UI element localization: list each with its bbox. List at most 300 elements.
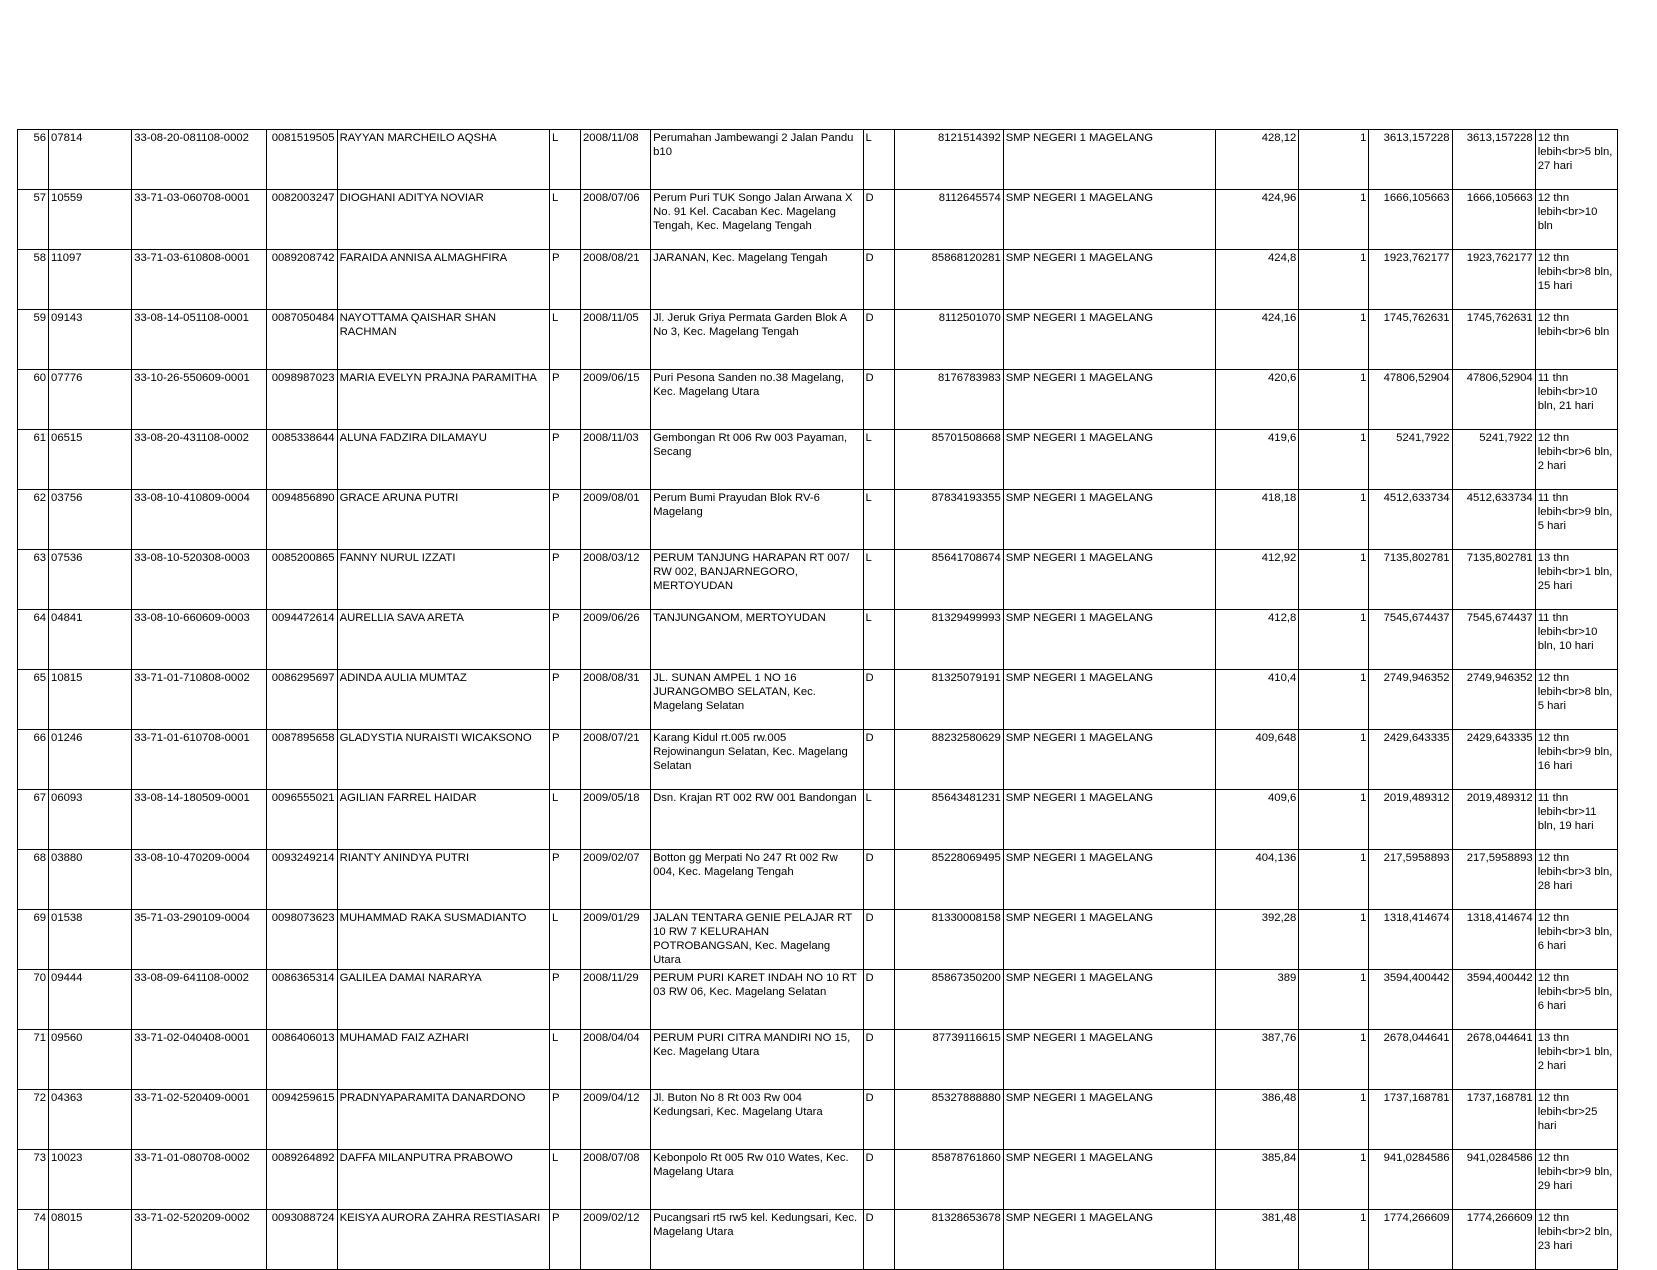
domicile-cell: D bbox=[863, 250, 894, 310]
nisn-cell: 0094472614 bbox=[267, 610, 337, 670]
domicile-cell: D bbox=[863, 910, 894, 970]
data-sheet bbox=[17, 129, 1618, 1270]
student-table bbox=[17, 129, 1618, 1270]
distance-cell: 424,8 bbox=[1216, 250, 1299, 310]
table-row bbox=[18, 190, 1618, 250]
school-cell: SMP NEGERI 1 MAGELANG bbox=[1003, 1210, 1215, 1270]
address-cell: Pucangsari rt5 rw5 kel. Kedungsari, Kec. Magelang Utara bbox=[651, 1210, 863, 1270]
nis-cell: 07814 bbox=[49, 130, 132, 190]
school-cell: SMP NEGERI 1 MAGELANG bbox=[1003, 850, 1215, 910]
gender-cell: P bbox=[549, 370, 580, 430]
priority-cell: 1 bbox=[1299, 790, 1369, 850]
name-cell: RAYYAN MARCHEILO AQSHA bbox=[337, 130, 549, 190]
value1-cell: 1737,168781 bbox=[1369, 1090, 1452, 1150]
value2-cell: 7545,674437 bbox=[1452, 610, 1535, 670]
phone-cell: 8112645574 bbox=[894, 190, 1003, 250]
address-cell: Botton gg Merpati No 247 Rt 002 Rw 004, Kec. Magelang Tengah bbox=[651, 850, 863, 910]
school-cell: SMP NEGERI 1 MAGELANG bbox=[1003, 1150, 1215, 1210]
address-cell: PERUM TANJUNG HARAPAN RT 007/ RW 002, BANJARNEGORO, MERTOYUDAN bbox=[651, 550, 863, 610]
nisn-cell: 0085200865 bbox=[267, 550, 337, 610]
phone-cell: 85867350200 bbox=[894, 970, 1003, 1030]
value1-cell: 941,0284586 bbox=[1369, 1150, 1452, 1210]
nik-cell: 33-71-01-080708-0002 bbox=[132, 1150, 267, 1210]
birthdate-cell: 2009/01/29 bbox=[581, 910, 651, 970]
nisn-cell: 0096555021 bbox=[267, 790, 337, 850]
nis-cell: 10559 bbox=[49, 190, 132, 250]
gender-cell: L bbox=[549, 130, 580, 190]
phone-cell: 87834193355 bbox=[894, 490, 1003, 550]
age-cell: 11 thn lebih<br>11 bln, 19 hari bbox=[1535, 790, 1617, 850]
nisn-cell: 0086295697 bbox=[267, 670, 337, 730]
phone-cell: 8176783983 bbox=[894, 370, 1003, 430]
address-cell: TANJUNGANOM, MERTOYUDAN bbox=[651, 610, 863, 670]
distance-cell: 424,96 bbox=[1216, 190, 1299, 250]
value1-cell: 2429,643335 bbox=[1369, 730, 1452, 790]
name-cell: NAYOTTAMA QAISHAR SHAN RACHMAN bbox=[337, 310, 549, 370]
table-row bbox=[18, 310, 1618, 370]
school-cell: SMP NEGERI 1 MAGELANG bbox=[1003, 370, 1215, 430]
phone-cell: 81328653678 bbox=[894, 1210, 1003, 1270]
address-cell: Jl. Buton No 8 Rt 003 Rw 004 Kedungsari, Kec. Magelang Utara bbox=[651, 1090, 863, 1150]
school-cell: SMP NEGERI 1 MAGELANG bbox=[1003, 130, 1215, 190]
name-cell: DAFFA MILANPUTRA PRABOWO bbox=[337, 1150, 549, 1210]
row-number: 70 bbox=[18, 970, 49, 1030]
phone-cell: 81325079191 bbox=[894, 670, 1003, 730]
row-number: 62 bbox=[18, 490, 49, 550]
birthdate-cell: 2009/08/01 bbox=[581, 490, 651, 550]
value2-cell: 1666,105663 bbox=[1452, 190, 1535, 250]
age-cell: 12 thn lebih<br>10 bln bbox=[1535, 190, 1617, 250]
row-number: 64 bbox=[18, 610, 49, 670]
phone-cell: 85641708674 bbox=[894, 550, 1003, 610]
value2-cell: 2019,489312 bbox=[1452, 790, 1535, 850]
table-row bbox=[18, 550, 1618, 610]
nis-cell: 04363 bbox=[49, 1090, 132, 1150]
age-cell: 11 thn lebih<br>9 bln, 5 hari bbox=[1535, 490, 1617, 550]
birthdate-cell: 2008/03/12 bbox=[581, 550, 651, 610]
distance-cell: 409,6 bbox=[1216, 790, 1299, 850]
distance-cell: 386,48 bbox=[1216, 1090, 1299, 1150]
table-row bbox=[18, 850, 1618, 910]
value1-cell: 3613,157228 bbox=[1369, 130, 1452, 190]
value1-cell: 3594,400442 bbox=[1369, 970, 1452, 1030]
age-cell: 12 thn lebih<br>9 bln, 29 hari bbox=[1535, 1150, 1617, 1210]
school-cell: SMP NEGERI 1 MAGELANG bbox=[1003, 1030, 1215, 1090]
value1-cell: 217,5958893 bbox=[1369, 850, 1452, 910]
value1-cell: 4512,633734 bbox=[1369, 490, 1452, 550]
school-cell: SMP NEGERI 1 MAGELANG bbox=[1003, 670, 1215, 730]
distance-cell: 410,4 bbox=[1216, 670, 1299, 730]
address-cell: Perum Puri TUK Songo Jalan Arwana X No. 91 Kel. Cacaban Kec. Magelang Tengah, Kec. Magelang Tengah bbox=[651, 190, 863, 250]
distance-cell: 418,18 bbox=[1216, 490, 1299, 550]
school-cell: SMP NEGERI 1 MAGELANG bbox=[1003, 1090, 1215, 1150]
domicile-cell: D bbox=[863, 850, 894, 910]
birthdate-cell: 2008/04/04 bbox=[581, 1030, 651, 1090]
priority-cell: 1 bbox=[1299, 250, 1369, 310]
nisn-cell: 0085338644 bbox=[267, 430, 337, 490]
gender-cell: P bbox=[549, 730, 580, 790]
domicile-cell: L bbox=[863, 610, 894, 670]
priority-cell: 1 bbox=[1299, 190, 1369, 250]
age-cell: 11 thn lebih<br>10 bln, 21 hari bbox=[1535, 370, 1617, 430]
distance-cell: 419,6 bbox=[1216, 430, 1299, 490]
value2-cell: 1774,266609 bbox=[1452, 1210, 1535, 1270]
name-cell: FARAIDA ANNISA ALMAGHFIRA bbox=[337, 250, 549, 310]
name-cell: RIANTY ANINDYA PUTRI bbox=[337, 850, 549, 910]
school-cell: SMP NEGERI 1 MAGELANG bbox=[1003, 490, 1215, 550]
nis-cell: 08015 bbox=[49, 1210, 132, 1270]
table-row bbox=[18, 970, 1618, 1030]
gender-cell: P bbox=[549, 1090, 580, 1150]
table-row bbox=[18, 910, 1618, 970]
birthdate-cell: 2008/08/31 bbox=[581, 670, 651, 730]
age-cell: 12 thn lebih<br>6 bln bbox=[1535, 310, 1617, 370]
nis-cell: 06515 bbox=[49, 430, 132, 490]
value2-cell: 1923,762177 bbox=[1452, 250, 1535, 310]
table-row bbox=[18, 1090, 1618, 1150]
table-row bbox=[18, 250, 1618, 310]
row-number: 67 bbox=[18, 790, 49, 850]
birthdate-cell: 2009/06/26 bbox=[581, 610, 651, 670]
phone-cell: 85868120281 bbox=[894, 250, 1003, 310]
distance-cell: 404,136 bbox=[1216, 850, 1299, 910]
birthdate-cell: 2008/11/29 bbox=[581, 970, 651, 1030]
phone-cell: 85327888880 bbox=[894, 1090, 1003, 1150]
age-cell: 12 thn lebih<br>8 bln, 5 hari bbox=[1535, 670, 1617, 730]
value2-cell: 1745,762631 bbox=[1452, 310, 1535, 370]
value2-cell: 2429,643335 bbox=[1452, 730, 1535, 790]
nik-cell: 33-08-14-051108-0001 bbox=[132, 310, 267, 370]
age-cell: 11 thn lebih<br>10 bln, 10 hari bbox=[1535, 610, 1617, 670]
gender-cell: L bbox=[549, 1030, 580, 1090]
name-cell: ADINDA AULIA MUMTAZ bbox=[337, 670, 549, 730]
birthdate-cell: 2008/11/03 bbox=[581, 430, 651, 490]
age-cell: 12 thn lebih<br>8 bln, 15 hari bbox=[1535, 250, 1617, 310]
priority-cell: 1 bbox=[1299, 550, 1369, 610]
birthdate-cell: 2009/05/18 bbox=[581, 790, 651, 850]
nik-cell: 33-71-03-610808-0001 bbox=[132, 250, 267, 310]
age-cell: 12 thn lebih<br>5 bln, 27 hari bbox=[1535, 130, 1617, 190]
row-number: 73 bbox=[18, 1150, 49, 1210]
name-cell: ALUNA FADZIRA DILAMAYU bbox=[337, 430, 549, 490]
value1-cell: 1666,105663 bbox=[1369, 190, 1452, 250]
name-cell: KEISYA AURORA ZAHRA RESTIASARI bbox=[337, 1210, 549, 1270]
distance-cell: 412,92 bbox=[1216, 550, 1299, 610]
nik-cell: 33-71-03-060708-0001 bbox=[132, 190, 267, 250]
row-number: 61 bbox=[18, 430, 49, 490]
distance-cell: 412,8 bbox=[1216, 610, 1299, 670]
phone-cell: 85228069495 bbox=[894, 850, 1003, 910]
name-cell: MUHAMAD FAIZ AZHARI bbox=[337, 1030, 549, 1090]
priority-cell: 1 bbox=[1299, 370, 1369, 430]
nik-cell: 33-08-10-520308-0003 bbox=[132, 550, 267, 610]
school-cell: SMP NEGERI 1 MAGELANG bbox=[1003, 190, 1215, 250]
distance-cell: 424,16 bbox=[1216, 310, 1299, 370]
value1-cell: 2678,044641 bbox=[1369, 1030, 1452, 1090]
domicile-cell: D bbox=[863, 730, 894, 790]
distance-cell: 389 bbox=[1216, 970, 1299, 1030]
row-number: 58 bbox=[18, 250, 49, 310]
name-cell: GLADYSTIA NURAISTI WICAKSONO bbox=[337, 730, 549, 790]
nisn-cell: 0098073623 bbox=[267, 910, 337, 970]
priority-cell: 1 bbox=[1299, 1090, 1369, 1150]
table-row bbox=[18, 130, 1618, 190]
priority-cell: 1 bbox=[1299, 1030, 1369, 1090]
age-cell: 12 thn lebih<br>3 bln, 6 hari bbox=[1535, 910, 1617, 970]
value2-cell: 3594,400442 bbox=[1452, 970, 1535, 1030]
domicile-cell: L bbox=[863, 550, 894, 610]
priority-cell: 1 bbox=[1299, 850, 1369, 910]
address-cell: Puri Pesona Sanden no.38 Magelang, Kec. Magelang Utara bbox=[651, 370, 863, 430]
school-cell: SMP NEGERI 1 MAGELANG bbox=[1003, 250, 1215, 310]
priority-cell: 1 bbox=[1299, 490, 1369, 550]
name-cell: DIOGHANI ADITYA NOVIAR bbox=[337, 190, 549, 250]
phone-cell: 85643481231 bbox=[894, 790, 1003, 850]
address-cell: PERUM PURI KARET INDAH NO 10 RT 03 RW 06, Kec. Magelang Selatan bbox=[651, 970, 863, 1030]
nis-cell: 09444 bbox=[49, 970, 132, 1030]
birthdate-cell: 2009/02/07 bbox=[581, 850, 651, 910]
nik-cell: 35-71-03-290109-0004 bbox=[132, 910, 267, 970]
distance-cell: 409,648 bbox=[1216, 730, 1299, 790]
row-number: 74 bbox=[18, 1210, 49, 1270]
nik-cell: 33-08-10-660609-0003 bbox=[132, 610, 267, 670]
row-number: 66 bbox=[18, 730, 49, 790]
school-cell: SMP NEGERI 1 MAGELANG bbox=[1003, 910, 1215, 970]
nis-cell: 06093 bbox=[49, 790, 132, 850]
row-number: 59 bbox=[18, 310, 49, 370]
value2-cell: 1318,414674 bbox=[1452, 910, 1535, 970]
birthdate-cell: 2008/07/21 bbox=[581, 730, 651, 790]
nisn-cell: 0086406013 bbox=[267, 1030, 337, 1090]
phone-cell: 87739116615 bbox=[894, 1030, 1003, 1090]
address-cell: Kebonpolo Rt 005 Rw 010 Wates, Kec. Magelang Utara bbox=[651, 1150, 863, 1210]
age-cell: 12 thn lebih<br>5 bln, 6 hari bbox=[1535, 970, 1617, 1030]
address-cell: Perumahan Jambewangi 2 Jalan Pandu b10 bbox=[651, 130, 863, 190]
distance-cell: 392,28 bbox=[1216, 910, 1299, 970]
row-number: 72 bbox=[18, 1090, 49, 1150]
table-row bbox=[18, 1030, 1618, 1090]
distance-cell: 381,48 bbox=[1216, 1210, 1299, 1270]
gender-cell: P bbox=[549, 610, 580, 670]
nisn-cell: 0087050484 bbox=[267, 310, 337, 370]
row-number: 69 bbox=[18, 910, 49, 970]
phone-cell: 81330008158 bbox=[894, 910, 1003, 970]
nis-cell: 04841 bbox=[49, 610, 132, 670]
nisn-cell: 0098987023 bbox=[267, 370, 337, 430]
name-cell: AGILIAN FARREL HAIDAR bbox=[337, 790, 549, 850]
nis-cell: 03880 bbox=[49, 850, 132, 910]
table-body bbox=[18, 130, 1618, 1270]
row-number: 56 bbox=[18, 130, 49, 190]
nis-cell: 07776 bbox=[49, 370, 132, 430]
name-cell: GRACE ARUNA PUTRI bbox=[337, 490, 549, 550]
row-number: 60 bbox=[18, 370, 49, 430]
domicile-cell: D bbox=[863, 370, 894, 430]
domicile-cell: D bbox=[863, 970, 894, 1030]
nik-cell: 33-08-10-470209-0004 bbox=[132, 850, 267, 910]
distance-cell: 387,76 bbox=[1216, 1030, 1299, 1090]
domicile-cell: D bbox=[863, 190, 894, 250]
nisn-cell: 0093249214 bbox=[267, 850, 337, 910]
gender-cell: P bbox=[549, 970, 580, 1030]
row-number: 65 bbox=[18, 670, 49, 730]
birthdate-cell: 2008/08/21 bbox=[581, 250, 651, 310]
distance-cell: 385,84 bbox=[1216, 1150, 1299, 1210]
age-cell: 12 thn lebih<br>9 bln, 16 hari bbox=[1535, 730, 1617, 790]
nis-cell: 10815 bbox=[49, 670, 132, 730]
value1-cell: 7135,802781 bbox=[1369, 550, 1452, 610]
nis-cell: 01246 bbox=[49, 730, 132, 790]
nisn-cell: 0093088724 bbox=[267, 1210, 337, 1270]
nisn-cell: 0094856890 bbox=[267, 490, 337, 550]
value2-cell: 941,0284586 bbox=[1452, 1150, 1535, 1210]
school-cell: SMP NEGERI 1 MAGELANG bbox=[1003, 790, 1215, 850]
gender-cell: L bbox=[549, 310, 580, 370]
priority-cell: 1 bbox=[1299, 910, 1369, 970]
priority-cell: 1 bbox=[1299, 1150, 1369, 1210]
phone-cell: 85701508668 bbox=[894, 430, 1003, 490]
name-cell: AURELLIA SAVA ARETA bbox=[337, 610, 549, 670]
row-number: 68 bbox=[18, 850, 49, 910]
nik-cell: 33-71-02-520209-0002 bbox=[132, 1210, 267, 1270]
nik-cell: 33-08-14-180509-0001 bbox=[132, 790, 267, 850]
address-cell: PERUM PURI CITRA MANDIRI NO 15, Kec. Magelang Utara bbox=[651, 1030, 863, 1090]
domicile-cell: L bbox=[863, 430, 894, 490]
address-cell: Jl. Jeruk Griya Permata Garden Blok A No 3, Kec. Magelang Tengah bbox=[651, 310, 863, 370]
value2-cell: 1737,168781 bbox=[1452, 1090, 1535, 1150]
nik-cell: 33-08-10-410809-0004 bbox=[132, 490, 267, 550]
value2-cell: 2678,044641 bbox=[1452, 1030, 1535, 1090]
value1-cell: 2019,489312 bbox=[1369, 790, 1452, 850]
birthdate-cell: 2009/04/12 bbox=[581, 1090, 651, 1150]
address-cell: JL. SUNAN AMPEL 1 NO 16 JURANGOMBO SELATAN, Kec. Magelang Selatan bbox=[651, 670, 863, 730]
nik-cell: 33-71-02-040408-0001 bbox=[132, 1030, 267, 1090]
gender-cell: L bbox=[549, 190, 580, 250]
table-row bbox=[18, 670, 1618, 730]
value2-cell: 7135,802781 bbox=[1452, 550, 1535, 610]
nis-cell: 11097 bbox=[49, 250, 132, 310]
phone-cell: 81329499993 bbox=[894, 610, 1003, 670]
school-cell: SMP NEGERI 1 MAGELANG bbox=[1003, 310, 1215, 370]
nisn-cell: 0086365314 bbox=[267, 970, 337, 1030]
birthdate-cell: 2008/11/05 bbox=[581, 310, 651, 370]
school-cell: SMP NEGERI 1 MAGELANG bbox=[1003, 610, 1215, 670]
age-cell: 13 thn lebih<br>1 bln, 2 hari bbox=[1535, 1030, 1617, 1090]
name-cell: GALILEA DAMAI NARARYA bbox=[337, 970, 549, 1030]
nis-cell: 09143 bbox=[49, 310, 132, 370]
phone-cell: 88232580629 bbox=[894, 730, 1003, 790]
school-cell: SMP NEGERI 1 MAGELANG bbox=[1003, 550, 1215, 610]
gender-cell: P bbox=[549, 430, 580, 490]
name-cell: MARIA EVELYN PRAJNA PARAMITHA bbox=[337, 370, 549, 430]
name-cell: MUHAMMAD RAKA SUSMADIANTO bbox=[337, 910, 549, 970]
value1-cell: 1318,414674 bbox=[1369, 910, 1452, 970]
priority-cell: 1 bbox=[1299, 670, 1369, 730]
nisn-cell: 0081519505 bbox=[267, 130, 337, 190]
age-cell: 13 thn lebih<br>1 bln, 25 hari bbox=[1535, 550, 1617, 610]
name-cell: FANNY NURUL IZZATI bbox=[337, 550, 549, 610]
nisn-cell: 0094259615 bbox=[267, 1090, 337, 1150]
nik-cell: 33-71-01-610708-0001 bbox=[132, 730, 267, 790]
value1-cell: 2749,946352 bbox=[1369, 670, 1452, 730]
domicile-cell: D bbox=[863, 1030, 894, 1090]
value1-cell: 47806,52904 bbox=[1369, 370, 1452, 430]
gender-cell: P bbox=[549, 250, 580, 310]
value2-cell: 2749,946352 bbox=[1452, 670, 1535, 730]
value1-cell: 5241,7922 bbox=[1369, 430, 1452, 490]
value2-cell: 3613,157228 bbox=[1452, 130, 1535, 190]
phone-cell: 85878761860 bbox=[894, 1150, 1003, 1210]
domicile-cell: D bbox=[863, 1090, 894, 1150]
address-cell: Dsn. Krajan RT 002 RW 001 Bandongan bbox=[651, 790, 863, 850]
value2-cell: 5241,7922 bbox=[1452, 430, 1535, 490]
table-row bbox=[18, 610, 1618, 670]
domicile-cell: D bbox=[863, 310, 894, 370]
table-row bbox=[18, 1150, 1618, 1210]
nik-cell: 33-08-20-431108-0002 bbox=[132, 430, 267, 490]
nisn-cell: 0089208742 bbox=[267, 250, 337, 310]
nis-cell: 07536 bbox=[49, 550, 132, 610]
domicile-cell: D bbox=[863, 1150, 894, 1210]
name-cell: PRADNYAPARAMITA DANARDONO bbox=[337, 1090, 549, 1150]
domicile-cell: L bbox=[863, 130, 894, 190]
school-cell: SMP NEGERI 1 MAGELANG bbox=[1003, 430, 1215, 490]
value1-cell: 1745,762631 bbox=[1369, 310, 1452, 370]
priority-cell: 1 bbox=[1299, 310, 1369, 370]
priority-cell: 1 bbox=[1299, 610, 1369, 670]
gender-cell: P bbox=[549, 490, 580, 550]
nik-cell: 33-10-26-550609-0001 bbox=[132, 370, 267, 430]
domicile-cell: L bbox=[863, 490, 894, 550]
age-cell: 12 thn lebih<br>3 bln, 28 hari bbox=[1535, 850, 1617, 910]
school-cell: SMP NEGERI 1 MAGELANG bbox=[1003, 730, 1215, 790]
birthdate-cell: 2009/02/12 bbox=[581, 1210, 651, 1270]
address-cell: Gembongan Rt 006 Rw 003 Payaman, Secang bbox=[651, 430, 863, 490]
nisn-cell: 0087895658 bbox=[267, 730, 337, 790]
priority-cell: 1 bbox=[1299, 1210, 1369, 1270]
gender-cell: P bbox=[549, 550, 580, 610]
birthdate-cell: 2009/06/15 bbox=[581, 370, 651, 430]
nis-cell: 03756 bbox=[49, 490, 132, 550]
domicile-cell: D bbox=[863, 670, 894, 730]
priority-cell: 1 bbox=[1299, 730, 1369, 790]
nis-cell: 09560 bbox=[49, 1030, 132, 1090]
value1-cell: 1774,266609 bbox=[1369, 1210, 1452, 1270]
address-cell: Karang Kidul rt.005 rw.005 Rejowinangun Selatan, Kec. Magelang Selatan bbox=[651, 730, 863, 790]
table-row bbox=[18, 370, 1618, 430]
phone-cell: 8112501070 bbox=[894, 310, 1003, 370]
birthdate-cell: 2008/07/08 bbox=[581, 1150, 651, 1210]
address-cell: JARANAN, Kec. Magelang Tengah bbox=[651, 250, 863, 310]
table-row bbox=[18, 430, 1618, 490]
birthdate-cell: 2008/11/08 bbox=[581, 130, 651, 190]
value1-cell: 1923,762177 bbox=[1369, 250, 1452, 310]
priority-cell: 1 bbox=[1299, 430, 1369, 490]
address-cell: JALAN TENTARA GENIE PELAJAR RT 10 RW 7 KELURAHAN POTROBANGSAN, Kec. Magelang Utara bbox=[651, 910, 863, 970]
nisn-cell: 0089264892 bbox=[267, 1150, 337, 1210]
nik-cell: 33-71-02-520409-0001 bbox=[132, 1090, 267, 1150]
phone-cell: 8121514392 bbox=[894, 130, 1003, 190]
value2-cell: 217,5958893 bbox=[1452, 850, 1535, 910]
row-number: 63 bbox=[18, 550, 49, 610]
gender-cell: L bbox=[549, 910, 580, 970]
row-number: 57 bbox=[18, 190, 49, 250]
value2-cell: 4512,633734 bbox=[1452, 490, 1535, 550]
gender-cell: P bbox=[549, 1210, 580, 1270]
row-number: 71 bbox=[18, 1030, 49, 1090]
domicile-cell: D bbox=[863, 1210, 894, 1270]
age-cell: 12 thn lebih<br>6 bln, 2 hari bbox=[1535, 430, 1617, 490]
